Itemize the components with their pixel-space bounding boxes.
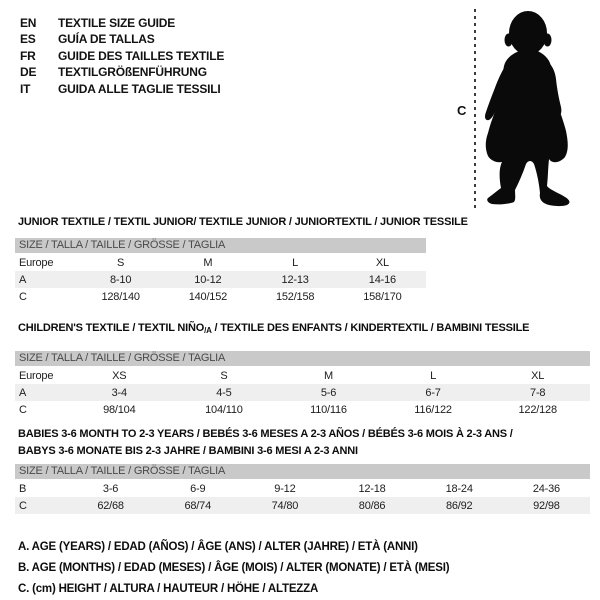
language-code: ES: [20, 32, 36, 47]
note-age-months: B. AGE (MONTHS) / EDAD (MESES) / ÂGE (MOIS) / ALTER (MONATE) / ETÀ (MESI): [18, 562, 450, 574]
language-row-es: [20, 31, 224, 47]
language-title: GUÍA DE TALLAS: [58, 32, 155, 47]
table-cell: 110/116: [310, 403, 347, 416]
language-title: GUIDE DES TAILLES TEXTILE: [58, 48, 225, 63]
legend-notes: [18, 537, 449, 600]
section-title-junior: JUNIOR TEXTILE / TEXTIL JUNIOR/ TEXTILE JUNIOR / JUNIORTEXTIL / JUNIOR TESSILE: [18, 216, 468, 228]
babies-table: [15, 480, 590, 514]
language-row-it: [20, 81, 224, 97]
language-code: DE: [20, 65, 37, 80]
babies-title-line1: BABIES 3-6 MONTH TO 2-3 YEARS / BEBÉS 3-6 MESES A 2-3 AÑOS / BÉBÉS 3-6 MOIS À 2-3 ANS /: [18, 428, 513, 440]
size-header-bar: SIZE / TALLA / TAILLE / GRÖSSE / TAGLIA: [15, 238, 426, 253]
table-cell: 122/128: [518, 403, 557, 416]
table-cell: 8-10: [77, 271, 164, 288]
language-code: EN: [20, 16, 37, 30]
toddler-silhouette-icon: [481, 9, 573, 209]
babies-title-line2: BABYS 3-6 MONATE BIS 2-3 JAHRE / BAMBINI 3-6 MESI A 2-3 ANNI: [18, 444, 358, 457]
table-cell: 80/86: [328, 497, 415, 514]
table-cell: 92/98: [503, 497, 590, 514]
row-label: C: [19, 403, 27, 416]
table-cell: XL: [531, 369, 545, 382]
table-cell: 6-7: [381, 384, 486, 401]
note-age-years: A. AGE (YEARS) / EDAD (AÑOS) / ÂGE (ANS) / ALTER (JAHRE) / ETÀ (ANNI): [18, 541, 418, 553]
note-height: C. (cm) HEIGHT / ALTURA / HAUTEUR / HÖHE / ALTEZZA: [18, 583, 319, 595]
table-cell: 10-12: [164, 271, 251, 288]
language-row-en: [20, 15, 224, 31]
children-title-suffix: / TEXTILE DES ENFANTS / KINDERTEXTIL / BAMBINI TESSILE: [211, 322, 530, 334]
table-cell: S: [117, 256, 125, 269]
language-title: GUIDA ALLE TAGLIE TESSILI: [58, 81, 221, 96]
table-cell: 104/110: [205, 403, 243, 416]
junior-table: [15, 254, 426, 305]
table-cell: 158/170: [363, 290, 402, 303]
baby-ear-left: [505, 34, 513, 47]
table-cell: 152/158: [275, 290, 315, 303]
baby-ear-right: [544, 34, 552, 47]
baby-body: [486, 50, 570, 206]
table-cell: 74/80: [241, 497, 328, 514]
section-title-children: [18, 322, 529, 337]
table-row-europe: [15, 254, 426, 271]
row-label: Europe: [19, 369, 54, 382]
table-cell: 12-13: [252, 271, 339, 288]
children-title-prefix: CHILDREN'S TEXTILE / TEXTIL NIÑO: [18, 322, 205, 334]
children-table: [15, 367, 590, 418]
table-cell: S: [220, 369, 228, 382]
language-code: IT: [20, 81, 31, 96]
language-title: TEXTILE SIZE GUIDE: [58, 16, 176, 30]
table-cell: 4-5: [172, 384, 277, 401]
table-cell: 3-6: [102, 482, 119, 495]
section-title-babies: [18, 426, 513, 459]
table-cell: L: [430, 369, 437, 382]
children-size-table: [15, 351, 590, 418]
table-row-age-months: [15, 480, 590, 497]
table-cell: 6-9: [190, 482, 206, 495]
height-measure-dashed-line: [474, 9, 476, 208]
table-cell: 12-18: [358, 482, 386, 495]
table-cell: 5-6: [276, 384, 381, 401]
children-title-sub: /A: [204, 326, 212, 335]
table-row-height: [15, 401, 590, 418]
table-cell: 18-24: [445, 482, 473, 495]
height-measure-label: C: [457, 103, 467, 118]
table-row-europe: [15, 367, 590, 384]
table-row-height: [15, 497, 590, 514]
size-header-bar: SIZE / TALLA / TAILLE / GRÖSSE / TAGLIA: [15, 351, 590, 366]
table-cell: 68/74: [154, 497, 241, 514]
table-cell: 128/140: [101, 290, 140, 303]
table-cell: 98/104: [103, 403, 136, 416]
language-title-list: [20, 15, 224, 97]
table-cell: 9-12: [274, 482, 296, 495]
language-code: FR: [20, 48, 36, 63]
table-cell: M: [203, 256, 213, 269]
row-label: C: [19, 290, 27, 303]
babies-size-table: [15, 464, 590, 514]
language-row-de: [20, 64, 224, 80]
row-label: Europe: [19, 256, 54, 269]
table-cell: 116/122: [414, 403, 452, 416]
table-cell: 14-16: [339, 271, 426, 288]
baby-head: [509, 11, 547, 55]
language-row-fr: [20, 48, 224, 64]
table-row-age: [15, 271, 426, 288]
junior-size-table: [15, 238, 426, 305]
row-label: A: [15, 271, 77, 288]
row-label: B: [19, 482, 27, 495]
table-row-age: [15, 384, 590, 401]
table-cell: L: [292, 256, 299, 269]
table-row-height: [15, 288, 426, 305]
table-cell: 62/68: [67, 497, 154, 514]
row-label: C: [15, 497, 67, 514]
language-title: TEXTILGRÖßENFÜHRUNG: [58, 65, 207, 80]
table-cell: 3-4: [67, 384, 172, 401]
table-cell: XL: [375, 256, 389, 269]
table-cell: 24-36: [532, 482, 560, 495]
size-header-bar: SIZE / TALLA / TAILLE / GRÖSSE / TAGLIA: [15, 464, 590, 479]
table-cell: 86/92: [416, 497, 503, 514]
table-cell: M: [324, 369, 333, 382]
table-cell: 7-8: [485, 384, 590, 401]
table-cell: XS: [112, 369, 127, 382]
row-label: A: [15, 384, 67, 401]
table-cell: 140/152: [188, 290, 228, 303]
